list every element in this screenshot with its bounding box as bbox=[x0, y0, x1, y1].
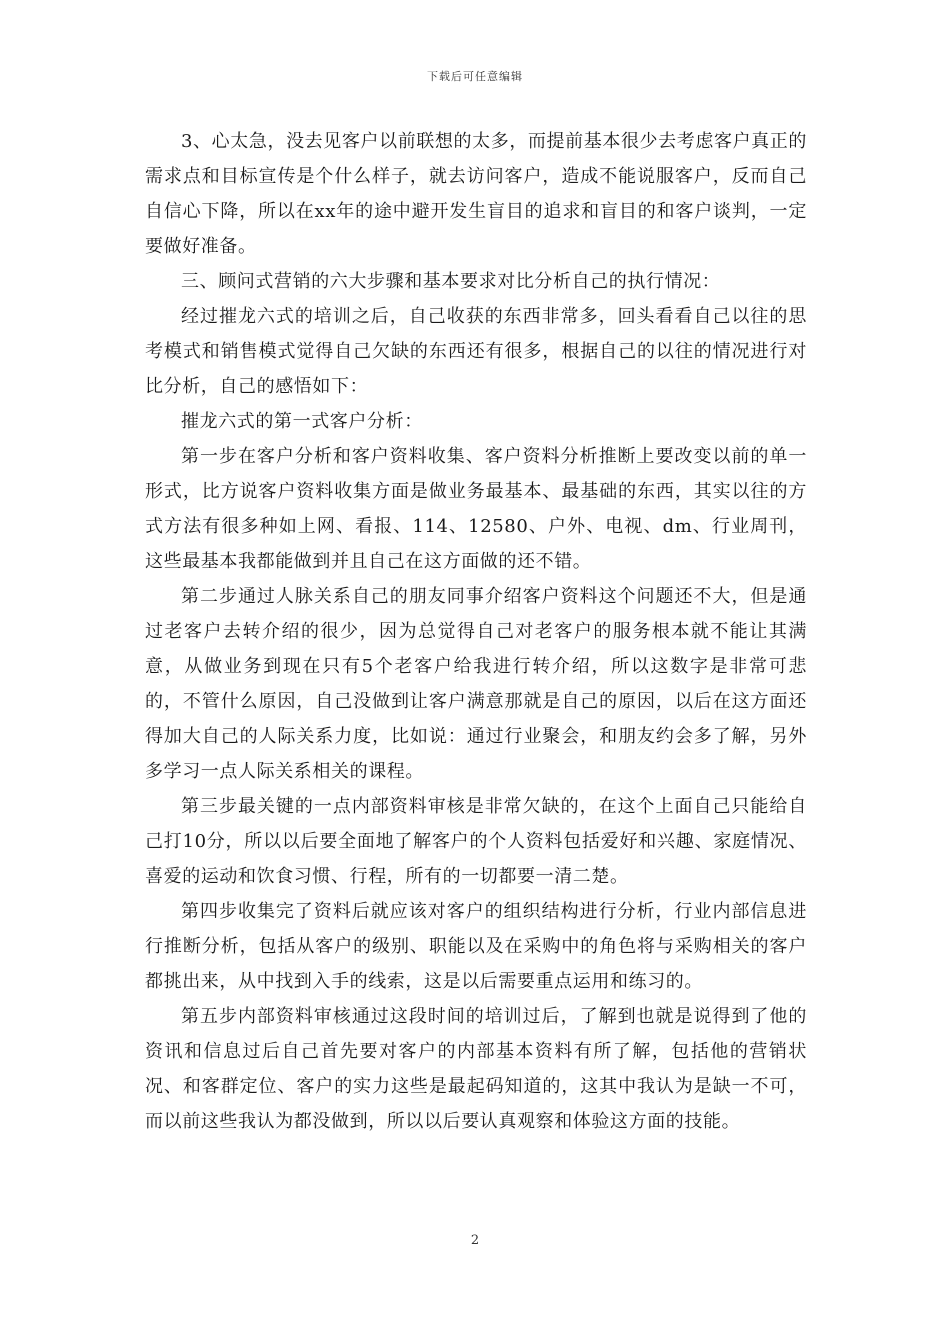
paragraph: 第一步在客户分析和客户资料收集、客户资料分析推断上要改变以前的单一形式，比方说客户资料收集方面是做业务最基本、最基础的东西，其实以往的方式方法有很多种如上网、看报、114、12580、户外、电视、dm、行业周刊，这些最基本我都能做到并且自己在这方面做的还不错。 bbox=[145, 446, 807, 572]
subsection-heading: 摧龙六式的第一式客户分析： bbox=[181, 411, 423, 432]
paragraph: 第三步最关键的一点内部资料审核是非常欠缺的，在这个上面自己只能给自己打10分，所以以后要全面地了解客户的个人资料包括爱好和兴趣、家庭情况、喜爱的运动和饮食习惯、行程，所有的一切都要一清二楚。 bbox=[145, 796, 807, 887]
section-heading: 三、顾问式营销的六大步骤和基本要求对比分析自己的执行情况： bbox=[181, 271, 721, 292]
paragraph: 3、心太急，没去见客户以前联想的太多，而提前基本很少去考虑客户真正的需求点和目标宣传是个什么样子，就去访问客户，造成不能说服客户，反而自己自信心下降，所以在xx年的途中避开发生盲目的追求和盲目的和客户谈判，一定要做好准备。 bbox=[145, 131, 807, 257]
paragraph: 第二步通过人脉关系自己的朋友同事介绍客户资料这个问题还不大，但是通过老客户去转介绍的很少，因为总觉得自己对老客户的服务根本就不能让其满意，从做业务到现在只有5个老客户给我进行转介绍，所以这数字是非常可悲的，不管什么原因，自己没做到让客户满意那就是自己的原因，以后在这方面还得加大自己的人际关系力度，比如说：通过行业聚会，和朋友约会多了解，另外多学习一点人际关系相关的课程。 bbox=[145, 586, 807, 782]
page-header: 下载后可任意编辑 bbox=[427, 70, 523, 83]
document-body bbox=[145, 124, 807, 1139]
paragraph: 第五步内部资料审核通过这段时间的培训过后，了解到也就是说得到了他的资讯和信息过后自己首先要对客户的内部基本资料有所了解，包括他的营销状况、和客群定位、客户的实力这些是最起码知道的，这其中我认为是缺一不可，而以前这些我认为都没做到，所以以后要认真观察和体验这方面的技能。 bbox=[145, 1006, 807, 1132]
paragraph: 第四步收集完了资料后就应该对客户的组织结构进行分析，行业内部信息进行推断分析，包括从客户的级别、职能以及在采购中的角色将与采购相关的客户都挑出来，从中找到入手的线索，这是以后需要重点运用和练习的。 bbox=[145, 901, 807, 992]
paragraph: 经过摧龙六式的培训之后，自己收获的东西非常多，回头看看自己以往的思考模式和销售模式觉得自己欠缺的东西还有很多，根据自己的以往的情况进行对比分析，自己的感悟如下： bbox=[145, 306, 807, 397]
page-number: 2 bbox=[470, 1233, 480, 1248]
